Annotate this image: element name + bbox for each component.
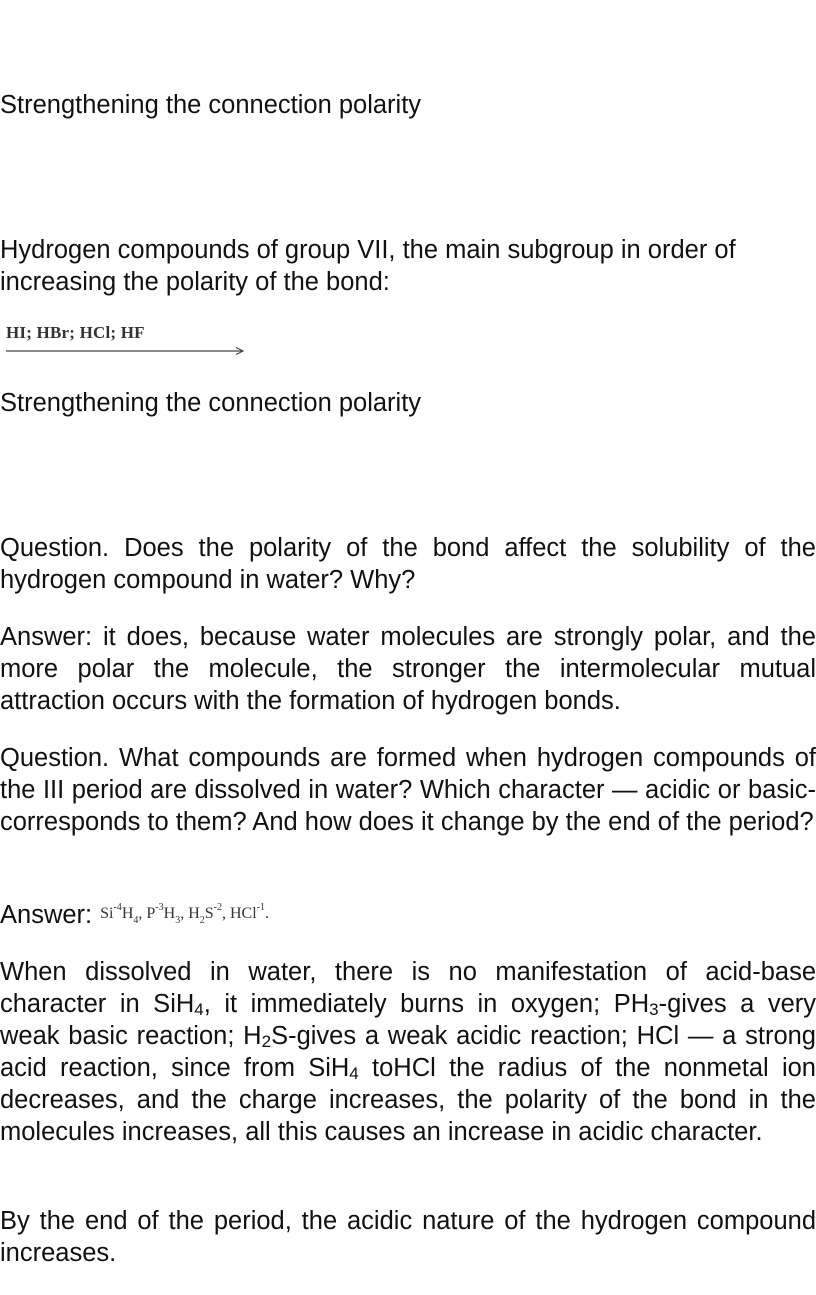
answer-2-label: Answer: — [0, 901, 93, 929]
arrow-right-icon — [6, 346, 246, 356]
heading-strengthening-polarity-mid: Strengthening the connection polarity — [0, 389, 422, 417]
answer-1-paragraph: Answer: it does, because water molecules are strongly polar, and the more polar the molecule, the stronger the intermolecular mutual attraction occurs with the formation of hydrogen bonds. — [0, 623, 816, 715]
question-1-paragraph: Question. Does the polarity of the bond affect the solubility of the hydrogen compound in water? Why? — [0, 534, 816, 594]
hydrogen-halide-series — [6, 322, 246, 362]
halide-series-text: HI; HBr; HCl; HF — [6, 323, 145, 342]
explanation-paragraph: When dissolved in water, there is no manifestation of acid-base character in SiH4, it immediately burns in oxygen; PH3-gives a very weak basic reaction; H2S-gives a weak acidic reaction; HCl — a strong acid reaction, since from SiH4 toHCl the radius of the nonmetal ion decreases, and the charge increases, the polarity of the bond in the molecules increases, all this causes an increase in acidic character. — [0, 958, 816, 1146]
answer-2-row — [0, 899, 816, 931]
answer-2-formula: $Si^{-4}H_4$, $P^{-3}H_3$, $H_2S^{-2}$, HCl$^{-1}$. — [100, 901, 270, 927]
group-vii-intro-paragraph: Hydrogen compounds of group VII, the main subgroup in order of increasing the polarity of the bond: — [0, 236, 736, 296]
question-2-paragraph: Question. What compounds are formed when hydrogen compounds of the III period are dissolved in water? Which character — acidic or basic-corresponds to them? And how does it change by the end of the period? — [0, 744, 816, 836]
closing-paragraph: By the end of the period, the acidic nature of the hydrogen compound increases. — [0, 1207, 816, 1267]
heading-strengthening-polarity-top: Strengthening the connection polarity — [0, 91, 422, 119]
